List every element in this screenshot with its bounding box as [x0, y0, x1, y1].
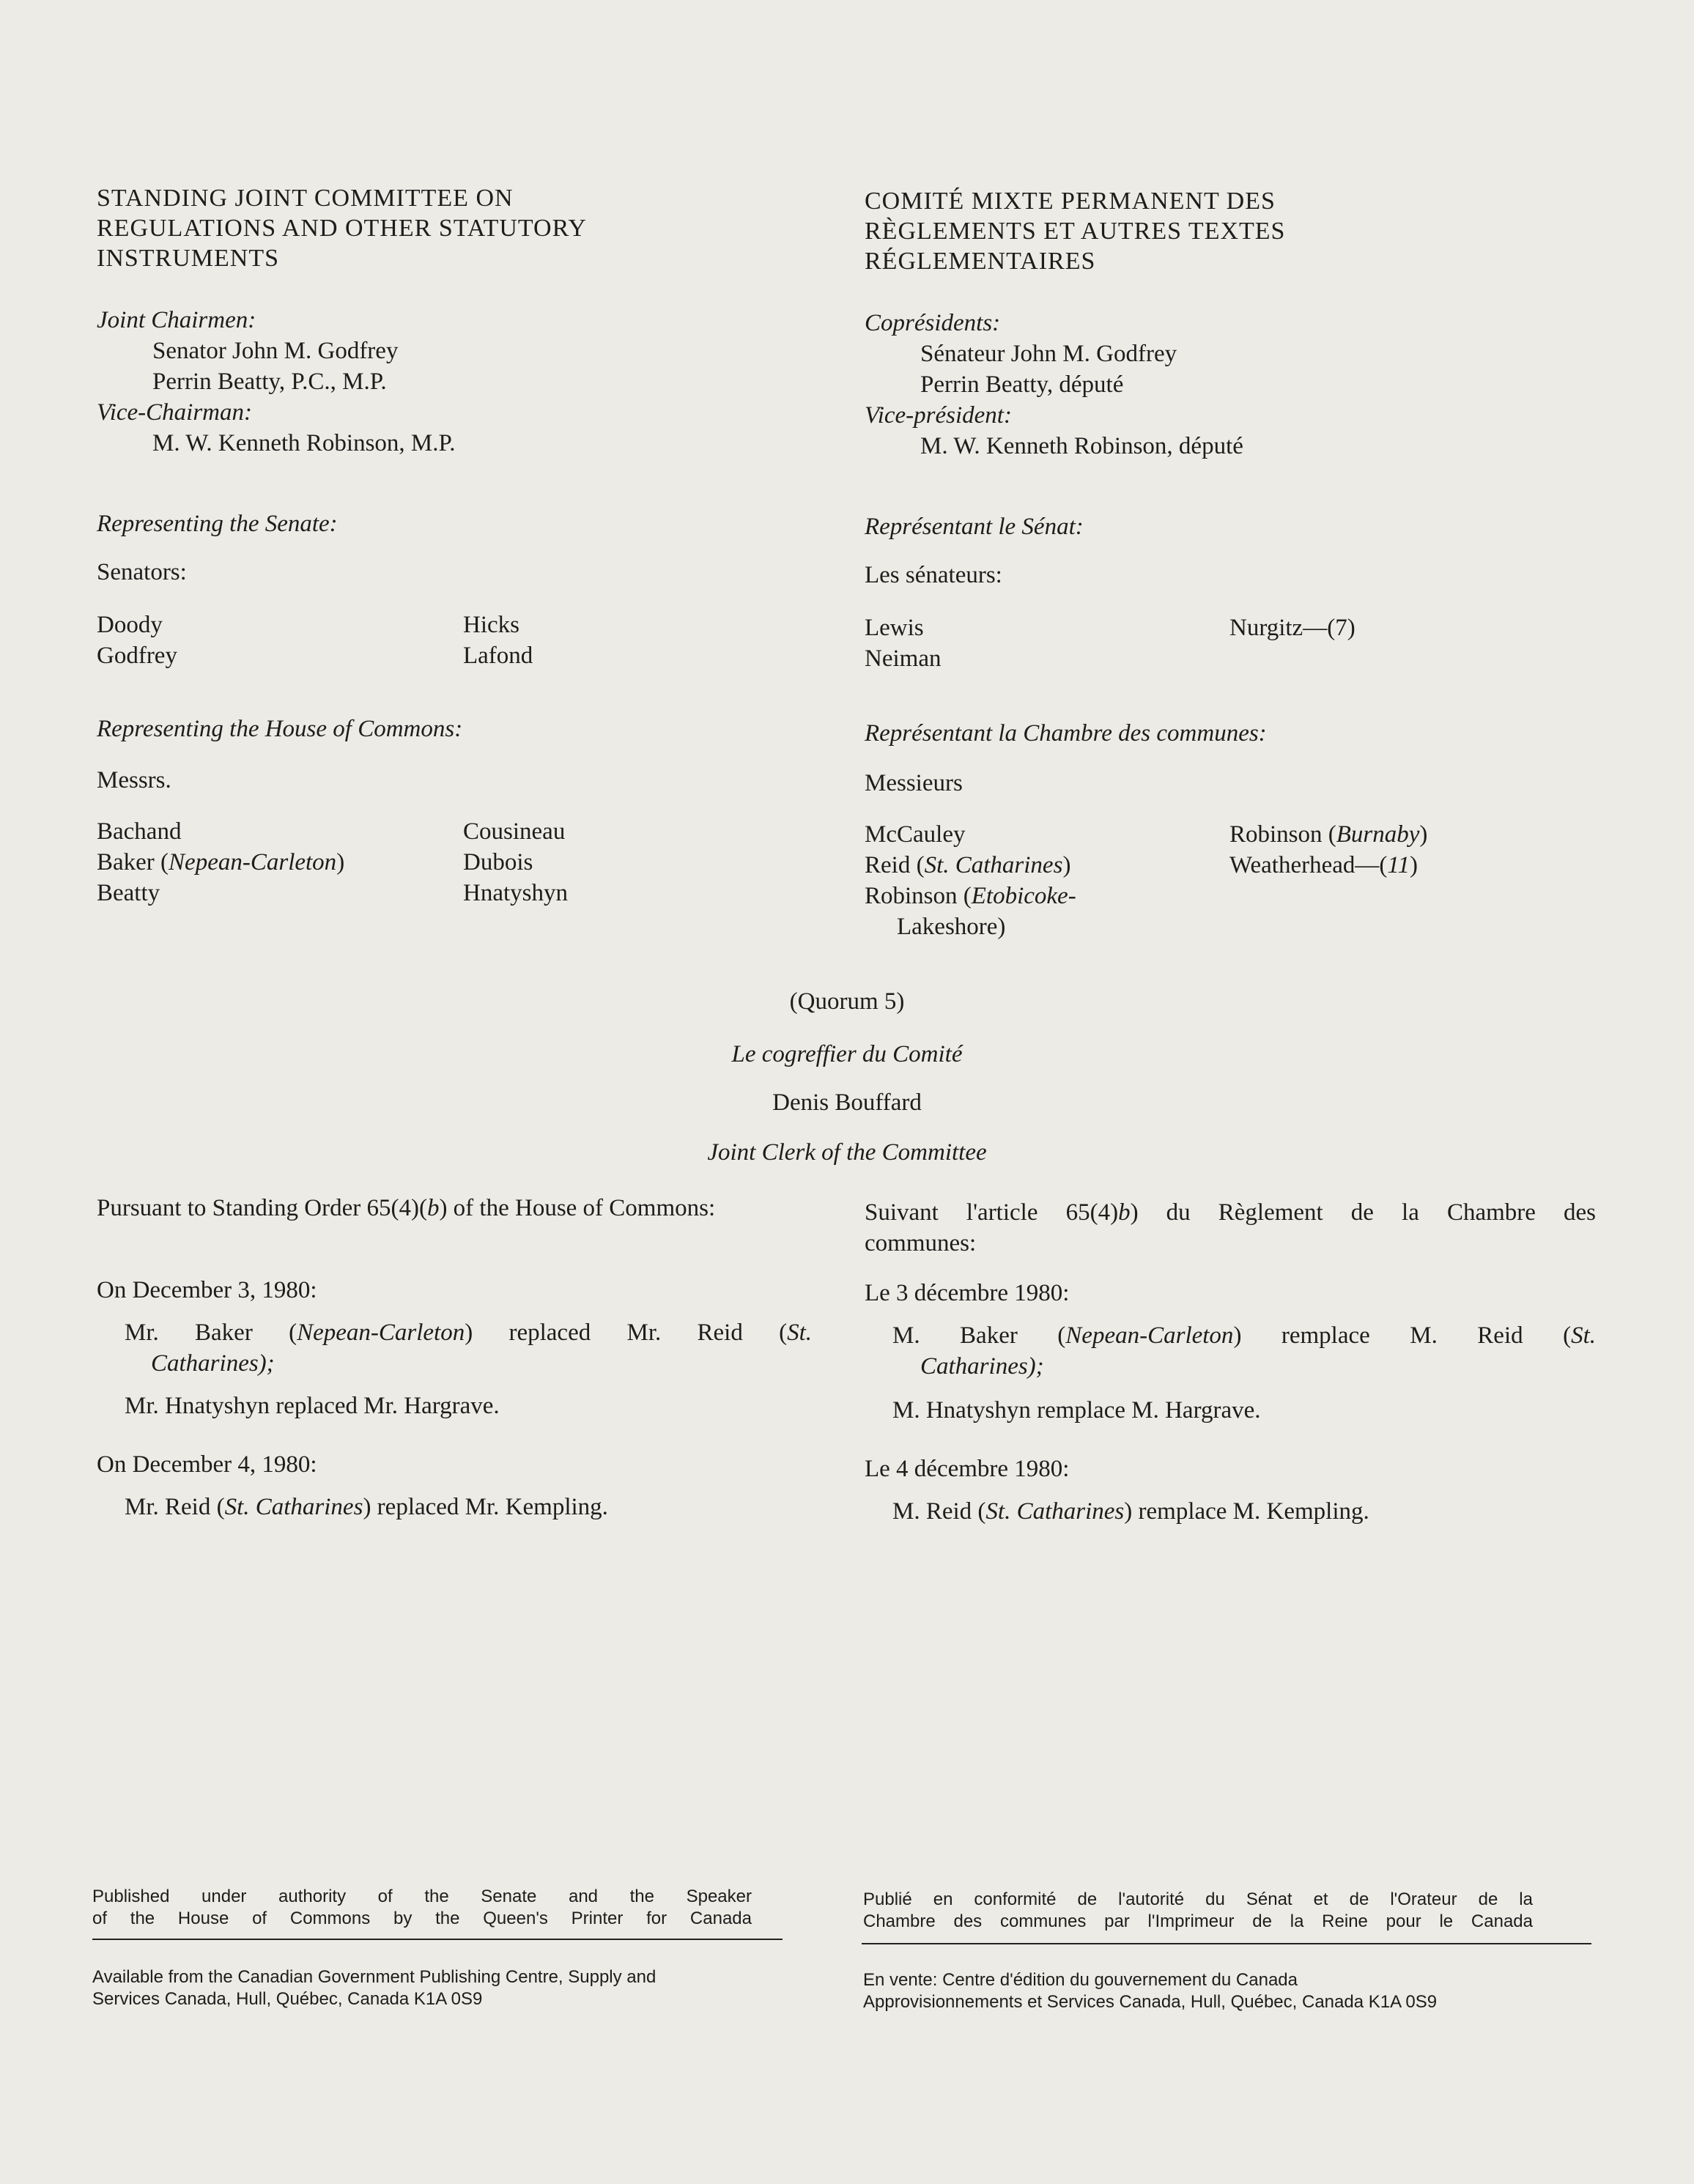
fr-pursuant-1: Suivant l'article 65(4)b) du Règlement de la Chambre des	[865, 1199, 1596, 1226]
en-date-2: On December 4, 1980:	[97, 1451, 317, 1478]
fr-change-1b: Catharines);	[920, 1353, 1044, 1380]
member-name: Baker (Nepean-Carleton)	[97, 849, 345, 876]
member-name: Weatherhead—(11)	[1229, 852, 1418, 878]
en-commons-col2	[463, 816, 568, 908]
fr-chair-1: Sénateur John M. Godfrey	[920, 341, 1177, 367]
senator-name: Neiman	[865, 645, 942, 672]
quorum: (Quorum 5)	[789, 988, 905, 1015]
member-name: Hnatyshyn	[463, 880, 568, 906]
en-representing-senate: Representing the Senate:	[97, 511, 338, 537]
fr-joint-chairmen-label: Coprésidents:	[865, 310, 1001, 336]
member-name: Robinson (Etobicoke-	[865, 883, 1076, 909]
member-name: Lakeshore)	[897, 914, 1006, 940]
fr-change-2: M. Hnatyshyn remplace M. Hargrave.	[892, 1397, 1261, 1424]
en-change-1b: Catharines);	[151, 1350, 275, 1377]
fr-date-1: Le 3 décembre 1980:	[865, 1280, 1070, 1306]
fr-representing-commons: Représentant la Chambre des communes:	[865, 720, 1267, 747]
fr-officers	[865, 308, 1243, 462]
member-name: Cousineau	[463, 818, 566, 845]
en-chair-2: Perrin Beatty, P.C., M.P.	[152, 369, 387, 395]
fr-committee-title	[865, 186, 1285, 276]
en-vice-chair-label: Vice-Chairman:	[97, 399, 253, 426]
fr-chair-2: Perrin Beatty, député	[920, 371, 1124, 398]
fr-title-line: RÉGLEMENTAIRES	[865, 248, 1096, 275]
fr-commons-col2	[1229, 819, 1427, 881]
fr-vice-chair-label: Vice-président:	[865, 402, 1012, 429]
fr-senators-label: Les sénateurs:	[865, 562, 1002, 588]
en-title-line: INSTRUMENTS	[97, 245, 280, 272]
en-available-line-2: Services Canada, Hull, Québec, Canada K1A 0S9	[92, 1989, 483, 2009]
en-change-1a: Mr. Baker (Nepean-Carleton) replaced Mr. Reid (St.	[125, 1319, 813, 1346]
senator-name: Godfrey	[97, 643, 177, 669]
en-change-2: Mr. Hnatyshyn replaced Mr. Hargrave.	[125, 1393, 500, 1419]
en-committee-title	[97, 183, 587, 273]
fr-senators-col2	[1229, 612, 1355, 643]
joint-clerk-label: Joint Clerk of the Committee	[707, 1139, 987, 1166]
fr-available-line-2: Approvisionnements et Services Canada, Hull, Québec, Canada K1A 0S9	[863, 1992, 1438, 2012]
fr-title-line: RÈGLEMENTS ET AUTRES TEXTES	[865, 218, 1286, 245]
senator-name: Hicks	[463, 612, 519, 638]
en-published-line-1: Published under authority of the Senate and the Speaker	[92, 1887, 752, 1906]
en-footer-rule	[92, 1939, 783, 1940]
fr-footer-rule	[862, 1943, 1591, 1944]
en-messrs-label: Messrs.	[97, 767, 171, 793]
en-senators-col1	[97, 610, 177, 671]
fr-published-line-1: Publié en conformité de l'autorité du Sénat et de l'Orateur de la	[863, 1889, 1533, 1909]
en-representing-commons: Representing the House of Commons:	[97, 716, 463, 742]
member-name: Bachand	[97, 818, 182, 845]
en-senators-col2	[463, 610, 533, 671]
senator-name: Lewis	[865, 615, 924, 641]
en-joint-chairmen-label: Joint Chairmen:	[97, 307, 256, 333]
member-name: Reid (St. Catharines)	[865, 852, 1071, 878]
clerk-name: Denis Bouffard	[772, 1089, 922, 1116]
senator-name: Doody	[97, 612, 163, 638]
en-date-1: On December 3, 1980:	[97, 1277, 317, 1303]
member-name: Dubois	[463, 849, 533, 876]
en-vice-chair: M. W. Kenneth Robinson, M.P.	[152, 430, 456, 456]
en-published-line-2: of the House of Commons by the Queen's Printer for Canada	[92, 1909, 752, 1928]
member-name: McCauley	[865, 821, 966, 848]
en-title-line: REGULATIONS AND OTHER STATUTORY	[97, 215, 587, 242]
en-available-line-1: Available from the Canadian Government Publishing Centre, Supply and	[92, 1967, 656, 1987]
fr-senators-col1	[865, 612, 941, 674]
fr-representing-senate: Représentant le Sénat:	[865, 514, 1084, 540]
fr-messrs-label: Messieurs	[865, 770, 963, 796]
fr-change-3: M. Reid (St. Catharines) remplace M. Kempling.	[892, 1498, 1369, 1525]
en-commons-col1	[97, 816, 344, 908]
fr-vice-chair: M. W. Kenneth Robinson, député	[920, 433, 1243, 459]
en-title-line: STANDING JOINT COMMITTEE ON	[97, 185, 514, 212]
member-name: Beatty	[97, 880, 160, 906]
en-officers	[97, 305, 455, 459]
en-senators-label: Senators:	[97, 559, 187, 585]
en-pursuant: Pursuant to Standing Order 65(4)(b) of the House of Commons:	[97, 1195, 716, 1221]
cogreffier-label: Le cogreffier du Comité	[731, 1041, 963, 1067]
senator-name: Nurgitz—(7)	[1229, 615, 1355, 641]
en-chair-1: Senator John M. Godfrey	[152, 338, 399, 364]
fr-title-line: COMITÉ MIXTE PERMANENT DES	[865, 188, 1276, 215]
en-change-3: Mr. Reid (St. Catharines) replaced Mr. Kempling.	[125, 1494, 608, 1520]
fr-pursuant-2: communes:	[865, 1230, 977, 1256]
fr-available-line-1: En vente: Centre d'édition du gouvernement du Canada	[863, 1970, 1298, 1990]
fr-date-2: Le 4 décembre 1980:	[865, 1456, 1070, 1482]
fr-published-line-2: Chambre des communes par l'Imprimeur de la Reine pour le Canada	[863, 1911, 1533, 1931]
senator-name: Lafond	[463, 643, 533, 669]
fr-change-1a: M. Baker (Nepean-Carleton) remplace M. Reid (St.	[892, 1322, 1596, 1349]
member-name: Robinson (Burnaby)	[1229, 821, 1428, 848]
fr-commons-col1	[865, 819, 1076, 942]
